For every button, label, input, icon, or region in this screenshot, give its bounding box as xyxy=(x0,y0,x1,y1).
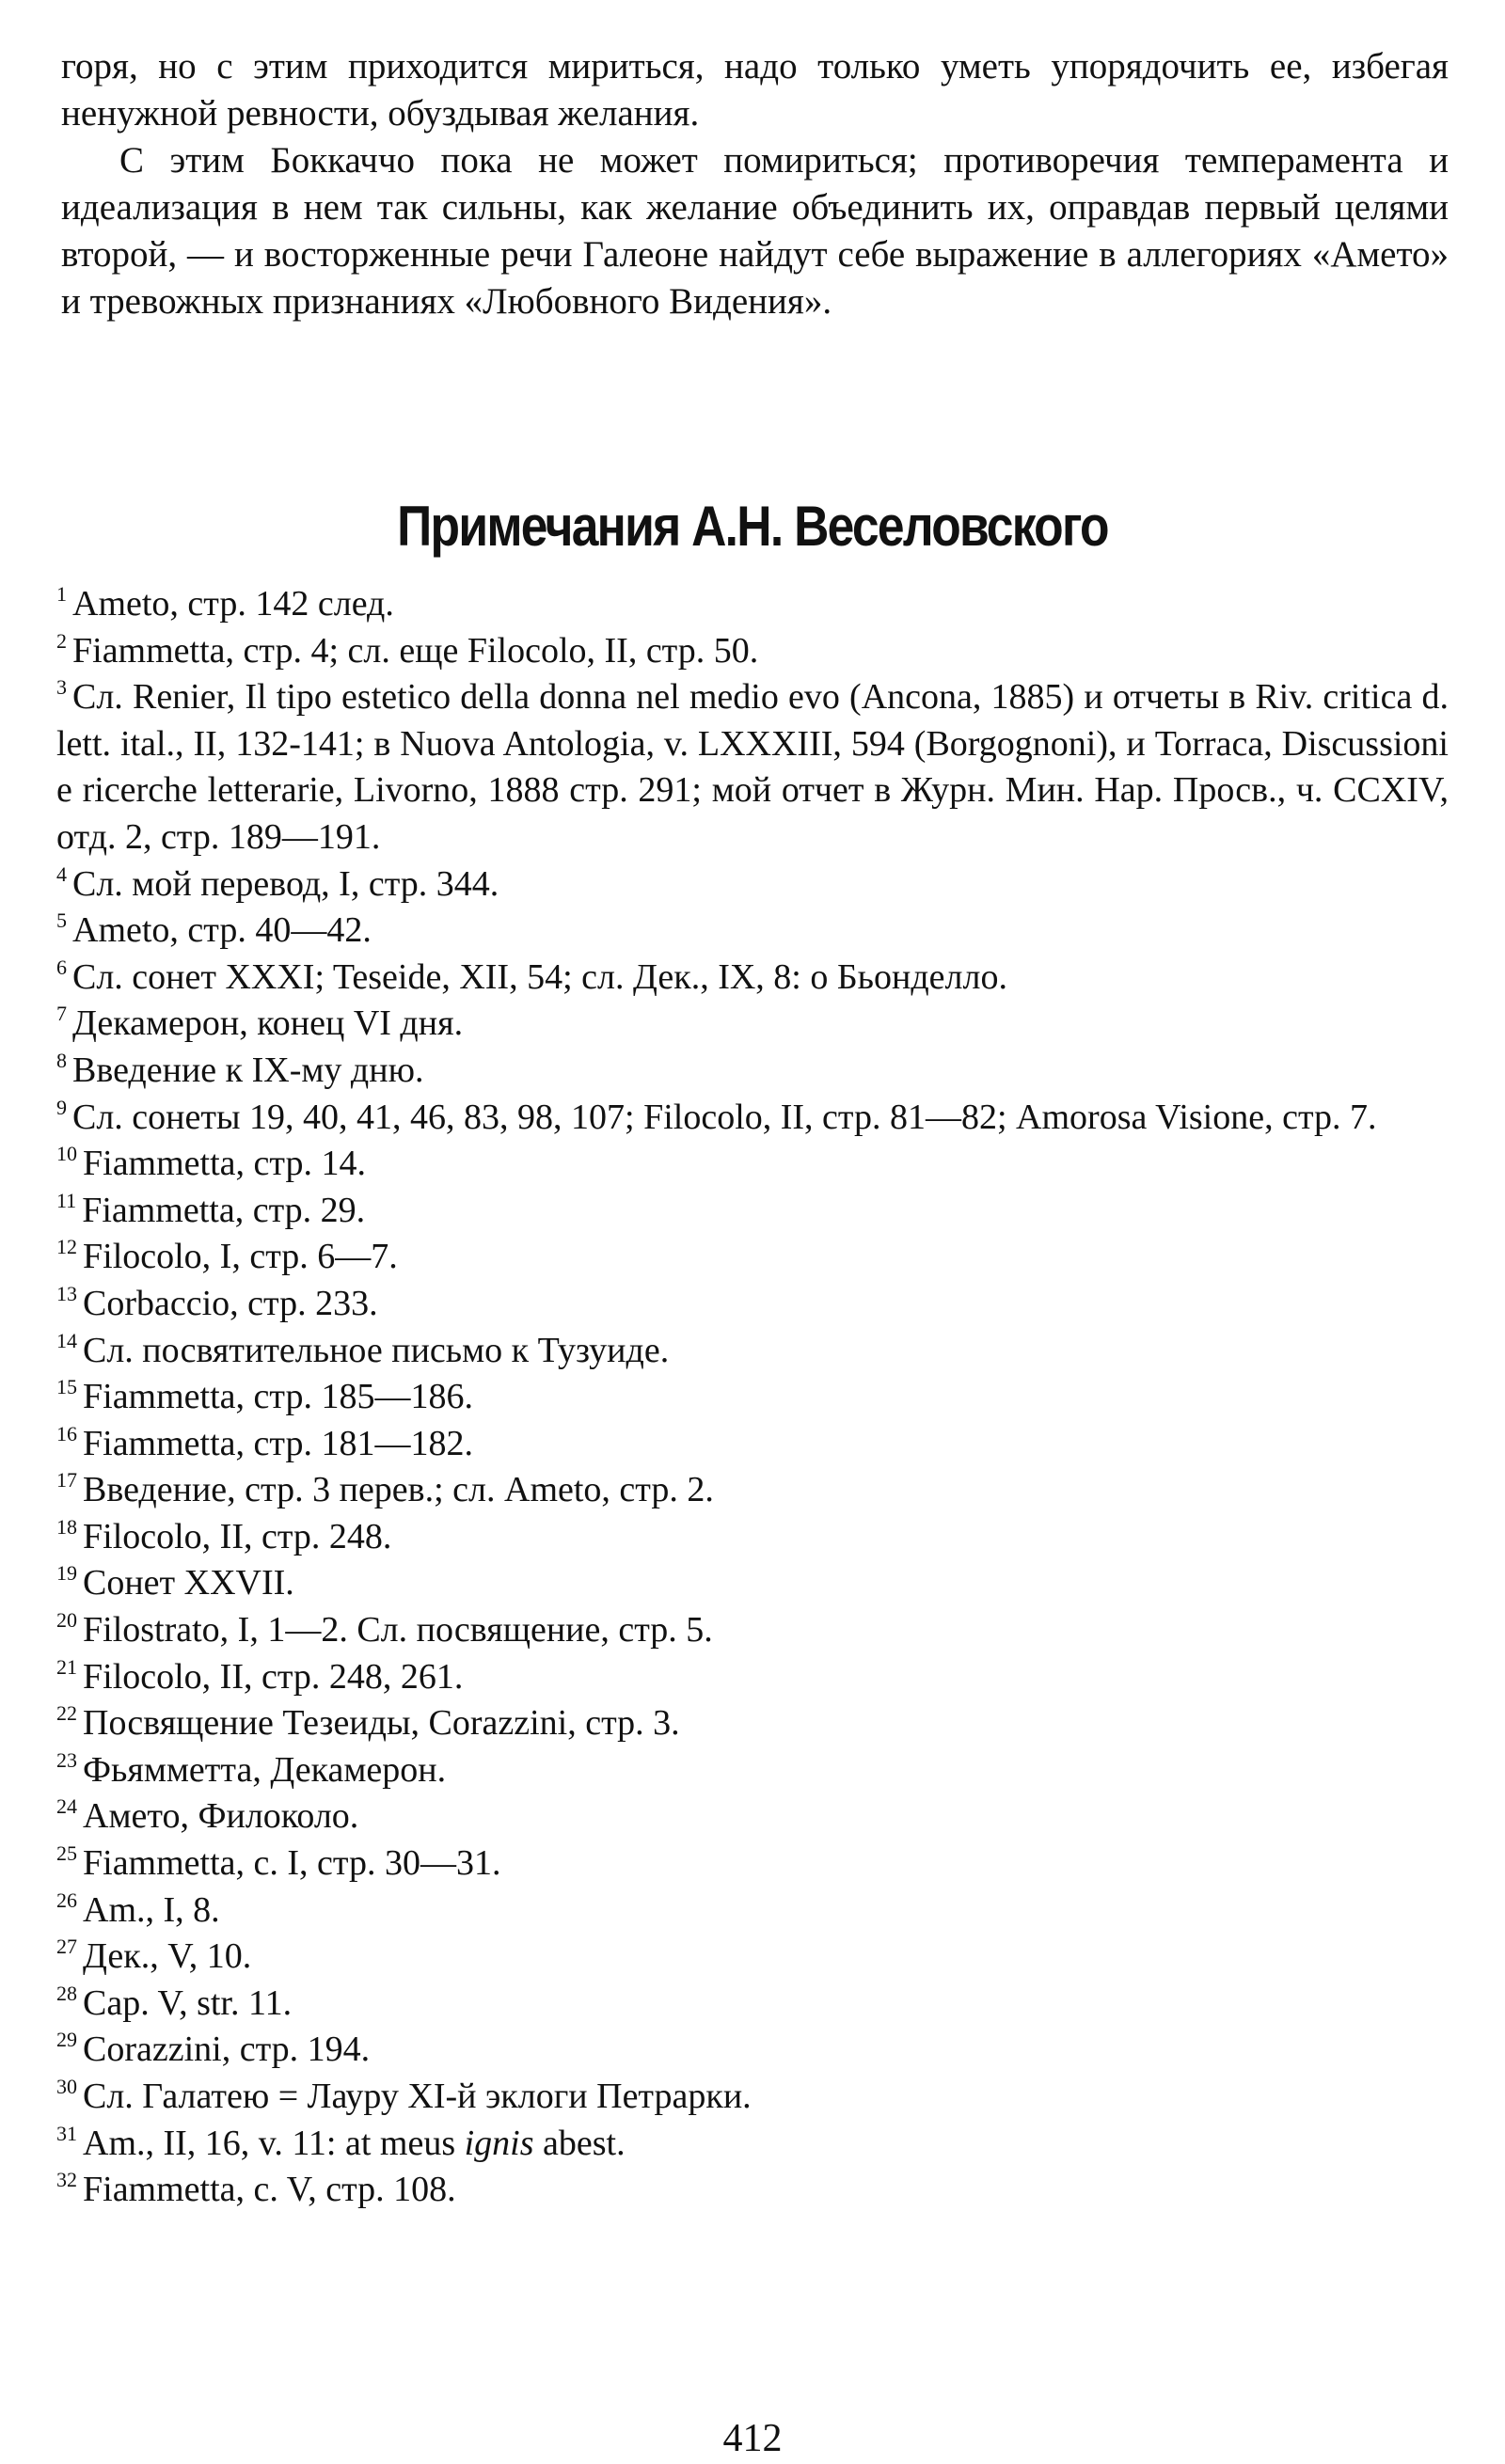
note-item xyxy=(56,1188,1449,1235)
note-number: 14 xyxy=(56,1328,77,1352)
note-item xyxy=(56,1048,1449,1095)
note-text: Введение, стр. 3 перев.; сл. Ameto, стр. 2. xyxy=(83,1470,714,1510)
note-number: 13 xyxy=(56,1281,77,1305)
note-number: 26 xyxy=(56,1887,77,1912)
note-item xyxy=(56,2027,1449,2074)
note-item xyxy=(56,1654,1449,1701)
note-number: 22 xyxy=(56,1701,77,1726)
notes-list xyxy=(56,581,1449,2214)
note-item xyxy=(56,581,1449,628)
note-number: 2 xyxy=(56,628,67,653)
body-text xyxy=(61,43,1449,325)
note-item xyxy=(56,1560,1449,1607)
note-number: 9 xyxy=(56,1095,67,1119)
note-number: 29 xyxy=(56,2028,77,2052)
note-number: 7 xyxy=(56,1002,67,1026)
note-text: Сонет XXVII. xyxy=(83,1563,294,1603)
note-number: 6 xyxy=(56,955,67,979)
notes-heading: Примечания А.Н. Веселовского xyxy=(397,495,1108,558)
note-text: Ameto, стр. 142 след. xyxy=(72,584,394,624)
note-item xyxy=(56,1095,1449,1142)
note-number: 25 xyxy=(56,1841,77,1866)
note-text: Дек., V, 10. xyxy=(83,1936,252,1977)
note-text: Corazzini, стр. 194. xyxy=(83,2030,371,2070)
note-number: 27 xyxy=(56,1935,77,1959)
note-text: Fiammetta, стр. 14. xyxy=(83,1144,366,1184)
note-number: 19 xyxy=(56,1561,77,1586)
note-text: Амето, Филоколо. xyxy=(83,1796,359,1837)
note-number: 8 xyxy=(56,1048,67,1072)
note-number: 10 xyxy=(56,1142,77,1166)
note-item xyxy=(56,1421,1449,1468)
note-item xyxy=(56,861,1449,908)
note-text: Filocolo, I, стр. 6—7. xyxy=(83,1237,398,1277)
note-text: Сл. сонеты 19, 40, 41, 46, 83, 98, 107; Filocolo, II, стр. 81—82; Amorosa Visione, стр. 7. xyxy=(72,1097,1377,1137)
paragraph: С этим Боккаччо пока не может помириться; противоречия темперамента и идеализация в нем так сильны, как желание объединить их, оправдав первый целями второй, — и восторженные речи Галеоне найдут себе выражение в аллегориях «Амето» и тревожных признаниях «Любовного Видения». xyxy=(61,140,1449,322)
note-number: 5 xyxy=(56,908,67,933)
note-item xyxy=(56,1001,1449,1048)
note-number: 31 xyxy=(56,2121,77,2145)
note-item xyxy=(56,1374,1449,1421)
note-item xyxy=(56,1747,1449,1794)
note-text: Fiammetta, стр. 4; сл. еще Filocolo, II, стр. 50. xyxy=(72,630,759,671)
note-item xyxy=(56,1840,1449,1887)
note-item xyxy=(56,1141,1449,1188)
note-item xyxy=(56,1514,1449,1561)
note-number: 20 xyxy=(56,1608,77,1633)
note-number: 15 xyxy=(56,1375,77,1399)
page-number: 412 xyxy=(722,2417,783,2460)
note-item xyxy=(56,1700,1449,1747)
note-text: Ameto, стр. 40—42. xyxy=(72,910,372,951)
note-text: Декамерон, конец VI дня. xyxy=(72,1003,464,1044)
note-text: Fiammetta, стр. 29. xyxy=(82,1190,366,1230)
paragraph: горя, но с этим приходится мириться, надо только уметь упорядочить ее, избегая ненужной ревности, обуздывая желания. xyxy=(61,46,1449,134)
note-number: 12 xyxy=(56,1235,77,1259)
note-item xyxy=(56,628,1449,675)
note-number: 24 xyxy=(56,1794,77,1819)
note-text: Filostrato, I, 1—2. Сл. посвящение, стр. 5. xyxy=(83,1610,713,1651)
note-text: Corbaccio, стр. 233. xyxy=(83,1283,378,1323)
note-text: Посвящение Тезеиды, Corazzini, стр. 3. xyxy=(83,1703,680,1744)
note-number: 4 xyxy=(56,861,67,886)
note-item xyxy=(56,1467,1449,1514)
note-item xyxy=(56,1281,1449,1328)
note-number: 30 xyxy=(56,2075,77,2098)
note-number: 11 xyxy=(56,1188,77,1212)
note-text: Сл. мой перевод, I, стр. 344. xyxy=(72,863,499,904)
note-text: Сл. Renier, Il tipo estetico della donna nel medio evo (Ancona, 1885) и отчеты в Riv. critica d. lett. ital., II, 132-141; в Nuova Antologia, v. LXXXIII, 594 (Borgognoni), и Torraca, Discussioni e ricerche letterarie, Livorno, 1888 стр. 291; мой отчет в Журн. Мин. Нар. Просв., ч. CCXIV, отд. 2, стр. 189—191. xyxy=(56,677,1449,857)
note-text: Fiammetta, стр. 185—186. xyxy=(83,1377,473,1417)
note-text: Filocolo, II, стр. 248. xyxy=(83,1516,392,1556)
note-item xyxy=(56,1234,1449,1281)
note-text: Fiammetta, c. V, стр. 108. xyxy=(83,2170,456,2210)
note-number: 28 xyxy=(56,1981,77,2005)
note-text: Сл. посвятительное письмо к Тузуиде. xyxy=(83,1330,670,1370)
note-item xyxy=(56,2167,1449,2214)
note-number: 21 xyxy=(56,1654,77,1679)
note-text: Cap. V, str. 11. xyxy=(83,1982,293,2023)
note-item xyxy=(56,1887,1449,1935)
note-text: Сл. сонет XXXI; Teseide, XII, 54; сл. Дек., IX, 8: о Бьонделло. xyxy=(72,956,1007,997)
note-item xyxy=(56,1981,1449,2028)
note-item xyxy=(56,1328,1449,1375)
note-text: Filocolo, II, стр. 248, 261. xyxy=(83,1656,464,1697)
note-number: 18 xyxy=(56,1514,77,1539)
note-item xyxy=(56,1934,1449,1981)
note-text: Сл. Галатею = Лауру XI-й эклоги Петрарки. xyxy=(83,2077,752,2116)
note-number: 1 xyxy=(56,582,67,606)
note-number: 17 xyxy=(56,1468,77,1493)
note-number: 16 xyxy=(56,1421,77,1445)
note-text: Fiammetta, c. I, стр. 30—31. xyxy=(83,1843,501,1884)
note-item xyxy=(56,2074,1449,2121)
note-item xyxy=(56,955,1449,1002)
note-item xyxy=(56,1793,1449,1840)
note-item xyxy=(56,2121,1449,2168)
note-number: 32 xyxy=(56,2168,77,2192)
note-text: Am., I, 8. xyxy=(83,1889,220,1930)
note-item xyxy=(56,1607,1449,1654)
note-text: Фьямметта, Декамерон. xyxy=(83,1749,447,1790)
note-number: 3 xyxy=(56,675,67,700)
note-italic-word: ignis xyxy=(464,2123,534,2163)
note-text: Введение к IX-му дню. xyxy=(72,1050,424,1090)
note-text-tail: abest. xyxy=(533,2123,626,2163)
note-text: Fiammetta, стр. 181—182. xyxy=(83,1423,473,1463)
note-text: Am., II, 16, v. 11: at meus xyxy=(83,2123,456,2163)
note-item xyxy=(56,908,1449,955)
note-number: 23 xyxy=(56,1747,77,1772)
note-item xyxy=(56,674,1449,861)
